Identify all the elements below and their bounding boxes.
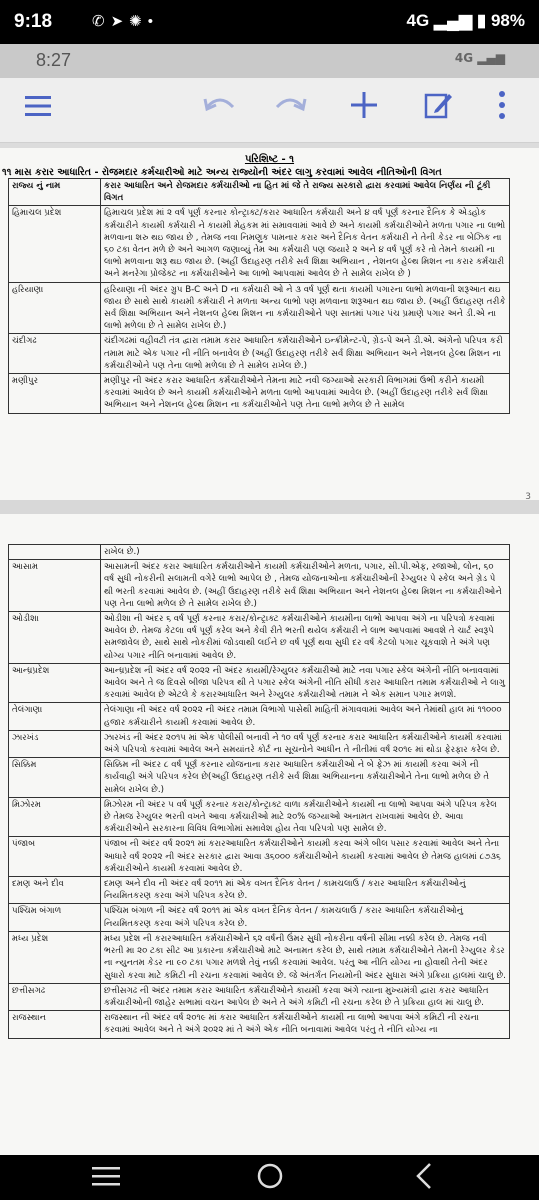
detail-cell: પશ્ચિમ બંગાળ ની અંદર વર્ષ ૨૦૧૧ માં એક વખત દૈનિક વેતન / કામચલાઉ / કરાર આધારિત કર્મચારીઓનું નિયમિતકરણ કરવા અંગે પરિપત્ર કરેલ છે.: [101, 904, 510, 931]
inner-time: 8:27: [36, 50, 72, 70]
detail-cell: આસામની અંદર કરાર આધારિત કર્મચારીઓને કાયમી કર્મચારીઓને મળતા, પગાર, સી.પી.એફ, રજાઓ, લોન, ૬૦ વર્ષ સુધી નોકરીની સલામતી વગેરે લાભો આપેલ છે , તેમજ યોજનાઓના કર્મચારીઓની રેગ્યુલર પે સ્કેલ અને ગ્રેડ પે થી ભરતી કરવામાં આવેલ છે. (અહીં ઉદાહરણ તરીકે સર્વ શિક્ષા અભિયાન અને નેશનલ હેલ્થ મિશન ના કર્મચારીઓને પણ તેના લાભો મળેલ છે તે સામેલ રાખેલ છે.): [101, 560, 510, 612]
table-row: [9, 663, 510, 703]
status-bar: [0, 0, 539, 44]
state-cell: તેલંગાણા: [9, 703, 101, 730]
editor-toolbar: [0, 78, 539, 143]
table-row: [9, 758, 510, 798]
table-row: [9, 837, 510, 877]
home-icon[interactable]: [255, 1161, 285, 1198]
header-state: રાજ્ય નું નામ: [9, 179, 101, 206]
state-cell: મધ્ય પ્રદેશ: [9, 931, 101, 983]
recents-icon[interactable]: [90, 1163, 122, 1196]
state-cell: ઓડીશા: [9, 612, 101, 664]
detail-cell: હરિયાણા ની અંદર ગ્રુપ B-C અને D ના કર્મચારી ઓ ને ૩ વર્ષ પૂર્ણ થતા કાયમી પગારના લાભો મળવાની શરૂઆત થઇ જાય છે સાથે સાથે કાયમી કર્મચારી ને મળતા અન્ય લાભો પણ મળવાના શરૂઆત થઇ જાય છે. (અહીં ઉદાહરણ તરીકે સર્વ શિક્ષા અભિયાન અને નેશનલ હેલ્થ મિશન ના કર્મચારીઓને પણ સાતમાં પગાર પંચ પ્રમાણે પગાર અને ડી.એ ના લાભો મળેલા છે તે સામેલ રાખેલ છે.): [101, 282, 510, 334]
policy-table-page-1: [8, 178, 510, 414]
add-icon[interactable]: [344, 90, 384, 130]
state-cell: હિમાચલ પ્રદેશ: [9, 206, 101, 282]
detail-cell: રાખેલ છે.): [101, 545, 510, 560]
table-row: [9, 612, 510, 664]
detail-cell: પંજાબ ની અંદર વર્ષ ૨૦૨૧ માં કરારઆધારિત કર્મચારીઓને કાયમી કરવા અંગે બીલ પસાર કરવામાં આવેલ અને તેના આધારે વર્ષ ૨૦૨૨ ની અંદર સરકાર દ્વારા આવા ૩૬૦૦૦ કર્મચારીઓને કાયમી કરવામાં આવેલ છે તેમજ હાલમાં ૮૭૩૬ કર્મચારીઓને કાયમી કરવામાં આવેલ છે.: [101, 837, 510, 877]
inner-network: 4G ▂▄▆: [454, 51, 505, 65]
detail-cell: ચંદીગઢમાં વહીવટી તંત્ર દ્વારા તમામ કરાર આધારિત કર્મચારીઓને ઇન્ક્રીમેન્ટ-પે, ગ્રેડ-પે અને ડી.એ. અંગેનો પરિપત્ર કરી તમામ માટે એક પગાર ની નીતિ બનાવેલ છે (અહીં ઉદાહરણ તરીકે સર્વ શિક્ષા અભિયાન અને નેશનલ હેલ્થ મિશન ના કર્મચારીઓને પણ તેના લાભો મળેલા છે તે સામેલ રાખેલ છે.): [101, 334, 510, 374]
dot-icon: •: [147, 13, 159, 30]
status-time: 9:18: [14, 11, 53, 32]
state-cell: ઝારખંડ: [9, 730, 101, 757]
status-right: [407, 11, 525, 31]
table-row: [9, 206, 510, 282]
telegram-icon: ➤: [110, 13, 130, 30]
table-row: [9, 931, 510, 983]
table-row: [9, 560, 510, 612]
state-cell: પંજાબ: [9, 837, 101, 877]
table-row: [9, 334, 510, 374]
detail-cell: મધ્ય પ્રદેશ ની કરારઆધારિત કર્મચારીઓને ૬૨ વર્ષની ઉંમર સુધી નોકરીના વર્ષની સીમા નક્કી કરેલ છે. તેમજ નવી ભરતી મા ૨૦ ટકા સીટ આ પ્રકારના કર્મચારીઓ માટે અનામત કરેલ છે, સાથે તમામ કર્મચારીઓને તેમની રેગ્યુલર કેડર ના ન્યુનતમ કેડર ના ૯૦ ટકા પગાર મળશે તેવું નક્કી કરવામાં આવેલ. પરંતુ આ નીતિ યોગ્ય ના હોવાથી તેની અંદર સુધારો કરવા માટે કમિટી ની રચના કરવામાં આવેલ છે. જે અંતર્ગત નિયમોની અંદર સુધારા અંગે પ્રક્રિયા હાલમાં ચાલુ છે.: [101, 931, 510, 983]
detail-cell: છત્તીસગઢ ની અંદર તમામ કરાર આધારિત કર્મચારીઓને કાયમી કરવા અંગે ત્યાના મુખ્યમંત્રી દ્વારા કરાર આધારિત કર્મચારીઓની જાહેર સભામાં વચન આપેલ છે અને તે અંગે કમિટી ની રચના કરેલ છે તે પ્રક્રિયા હાલ માં ચાલુ છે.: [101, 983, 510, 1010]
table-row: [9, 545, 510, 560]
state-cell: આસામ: [9, 560, 101, 612]
undo-icon[interactable]: [200, 90, 240, 130]
state-cell: આન્ધ્રપ્રદેશ: [9, 663, 101, 703]
menu-icon[interactable]: [18, 90, 58, 130]
state-cell: દમણ અને દીવ: [9, 877, 101, 904]
detail-cell: રાજસ્થાન ની અંદર વર્ષ ૨૦૧૯ માં કરાર આધારિત કર્મચારીઓને કાયમી ના લાભો આપવા અંગે કમિટી ની રચના કરવામાં આવેલ અને તે અંગે ૨૦૨૨ માં તે અંગે એક નીતિ બનાવામાં આવેલ પરંતુ તે નીતિ યોગ્ય ના: [101, 1011, 510, 1038]
inner-status-bar: [0, 44, 539, 78]
document-page-2: [0, 514, 539, 1155]
signal-icon: ▂▄▆: [433, 11, 473, 30]
battery-icon: ▮: [476, 11, 487, 30]
network-label: 4G: [406, 11, 430, 30]
state-cell: છત્તીસગઢ: [9, 983, 101, 1010]
more-icon[interactable]: [482, 90, 522, 130]
state-cell: મણીપુર: [9, 374, 101, 414]
detail-cell: હિમાચલ પ્રદેશ માં ૨ વર્ષ પૂર્ણ કરનાર કોન્ટ્રાક્ટ/કરાર આધારિત કર્મચારી અને ૪ વર્ષ પૂર્ણ કરનાર દૈનિક કે એડહોક કર્મચારીને કાયમી કર્મચારી ને કાયમી મેહકમ માં સમાવવામાં આવે છે અને કાયમી કર્મચારીઓને મળતા પગાર ના લાભો મળવાના શરુ થઇ જાય છે , તેમજ નવા નિમણુક પામનાર કરાર અને દૈનિક વેતન કર્મચારી ને તેની કેડર ના બેઝિક ના ૬૦ ટકા વેતન મળે છે અને આગળ જણાવ્યું તેમ આ કર્મચારી પણ જયારે ૨ અને ૪ વર્ષ પૂર્ણ કરે તો તેમને કાયમી ના લાભો મળવાના શરૂ થઇ જાય છે. (અહીં ઉદાહરણ તરીકે સર્વ શિક્ષા અભિયાન , નેશનલ હેલ્થ મિશન ના કરાર કર્મચારી અને મનરેગા પ્રોજેક્ટ ના કર્મચારીઓને આ લાભો આપવામાં આવેલ છે તે સામેલ રાખેલ છે ): [101, 206, 510, 282]
table-row: [9, 730, 510, 757]
navigation-bar: [0, 1155, 539, 1200]
state-cell: સિક્કિમ: [9, 758, 101, 798]
header-detail: કરાર આધારિત અને રોજમદાર કર્મચારીઓ ના હિત માં જે તે રાજ્ય સરકારો દ્વારા કરવામાં આવેલ નિર્ણય ની ટૂંકી વિગત: [101, 179, 510, 206]
back-icon[interactable]: [414, 1161, 434, 1198]
detail-cell: મણીપુર ની અંદર કરાર આધારિત કર્મચારીઓને તેમના માટે નવી જગ્યાઓ સરકારી વિભાગમાં ઉભી કરીને કાયમી કરવામાં આવેલ છે અને કાયમી કર્મચારીઓને મળતા લાભો આપવામાં આવેલ છે. (અહીં ઉદાહરણ તરીકે સર્વ શિક્ષા અભિયાન અને નેશનલ હેલ્થ મિશન ના કર્મચારીઓને પણ તેના લાભો મળેલ છે તે સામેલ: [101, 374, 510, 414]
table-row: [9, 282, 510, 334]
table-row: [9, 797, 510, 837]
detail-cell: ઝારખંડ ની અંદર ૨૦૧૫ માં એક પોલીસી બનાવી ને ૧૦ વર્ષ પૂર્ણ કરનાર કરાર આધારિત કર્મચારીઓને કાયમી કરવામાં અંગે પરિપત્રો કરવામાં આવેલ અને સમયાંતરે કોર્ટ ના સૂચનોને આધીન તે નીતીમાં વર્ષ ૨૦૧૯ માં થોડા ફેરફાર કરેલ છે.: [101, 730, 510, 757]
detail-cell: ઓડીશા ની અંદર ૬ વર્ષ પૂર્ણ કરનાર કરાર/કોન્ટ્રાક્ટ કર્મચારીઓને કાયમીના લાભો આપવા અંગે ના પરિપત્રો કરવામાં આવેલ છે. તેમજ કેટલા વર્ષ પૂર્ણ કરેલ અને કેવી રીતે ભરતી થયેલ કર્મચારી ને લાભ આપવામાં આવશે તે ચાર્ટ સ્વરૂપે સમજાવેલ છે, સાથે સાથે નોકરીમાં જોડવાથી લઈને છ વર્ષ પૂર્ણ થવા સુધી દર વર્ષ કેટલો પગાર ચૂકવાશે તે અંગે પણ યોગ્ય પગાર નીતિ બનાવામાં આવેલ છે.: [101, 612, 510, 664]
detail-cell: દમણ અને દીવ ની અંદર વર્ષ ૨૦૧૧ માં એક વખત દૈનિક વેતન / કામચલાઉ / કરાર આધારિત કર્મચારીઓનું નિયમિતકરણ કરવા અંગે પરિપત્ર કરેલ છે.: [101, 877, 510, 904]
table-row: [9, 1011, 510, 1038]
detail-cell: મિઝોરમ ની અંદર ૫ વર્ષ પૂર્ણ કરનાર કરાર/કોન્ટ્રાક્ટ વાળા કર્મચારીઓને કાયમી ના લાભો આપવા અંગે પરિપત્ર કરેલ છે તેમજ રેગ્યુલર ભરતી વખતે આવા કર્મચારીઓ માટે ૨૦% જગ્યાઓ અનામત રાખવામાં આવેલ છે. આવા કર્મચારીઓને સરકારના વિવિધ વિભાગોમાં સમાવેશ હોય તેવા પરિપત્રો પણ સામેલ છે.: [101, 797, 510, 837]
table-row: [9, 983, 510, 1010]
document-page-1: [0, 148, 539, 500]
state-cell: મિઝોરમ: [9, 797, 101, 837]
table-row: [9, 904, 510, 931]
detail-cell: તેલંગાણા ની અંદર વર્ષ ૨૦૨૨ ની અંદર તમામ વિભાગો પાસેથી માહિતી મંગાવવામાં આવેલ અને તેમાંથી હાલ માં ૧૧૦૦૦ હજાર કર્મચારીને કાયમી કરવામાં આવેલ છે.: [101, 703, 510, 730]
document-title: પરિશિષ્ટ - ૧: [244, 154, 295, 165]
table-header-row: [9, 179, 510, 206]
table-row: [9, 703, 510, 730]
state-cell: હરિયાણા: [9, 282, 101, 334]
state-cell: ચંદીગઢ: [9, 334, 101, 374]
table-row: [9, 877, 510, 904]
state-cell: રાજસ્થાન: [9, 1011, 101, 1038]
state-cell: પશ્ચિમ બંગાળ: [9, 904, 101, 931]
detail-cell: સિક્કિમ ની અંદર ૮ વર્ષ પૂર્ણ કરનાર યોજનાના કરાર આધારિત કર્મચારીઓ ને બે ફેઝ માં કાયમી કરવા અંગે ની કાર્યવાહી અંગે પરિપત્ર કરેલ છે(અહીં ઉદાહરણ તરીકે સર્વ શિક્ષા અભિયાનના કર્મચારીઓને તેના લાભો મળેલ છે તે સામેલ રાખેલ છે.): [101, 758, 510, 798]
page-gap: [0, 500, 539, 514]
document-subtitle: ૧૧ માસ કરાર આધારિત - રોજમદાર કર્મચારીઓ માટે અન્ય રાજ્યોની અંદર લાગુ કરવામાં આવેલ નીતિઓની વિગત: [2, 167, 442, 178]
screenshot-content: [0, 44, 539, 1155]
battery-level: 98%: [490, 11, 525, 30]
edit-icon[interactable]: [418, 90, 458, 130]
state-cell: [9, 545, 101, 560]
redo-icon[interactable]: [270, 90, 310, 130]
page-number: 3: [525, 492, 531, 500]
table-row: [9, 374, 510, 414]
whatsapp-icon: ✆: [92, 13, 111, 30]
notification-icons: [92, 12, 159, 30]
policy-table-page-2: [8, 544, 510, 1039]
app-icon: ✺: [129, 13, 148, 30]
detail-cell: આન્ધ્રપ્રદેશ ની અંદર વર્ષ ૨૦૨૨ ની અંદર કાયમી/રેગ્યુલર કર્મચારીઓ માટે નવા પગાર સ્કેલ અંગેની નીતિ બનાવવામાં આવેલ અને તે જ દિવસે બીજા પરિપત્ર થી તે પગાર સ્કેલ અંગેની નીતિ સીધી કરાર આધારિત તમામ કર્મચારીઓ ને લાગુ કરવામાં આવેલ છે એટલે કે કરારઆધારિત અને રેગ્યુલર કર્મચારીઓ તમામ ને એક સમાન પગાર મળશે.: [101, 663, 510, 703]
